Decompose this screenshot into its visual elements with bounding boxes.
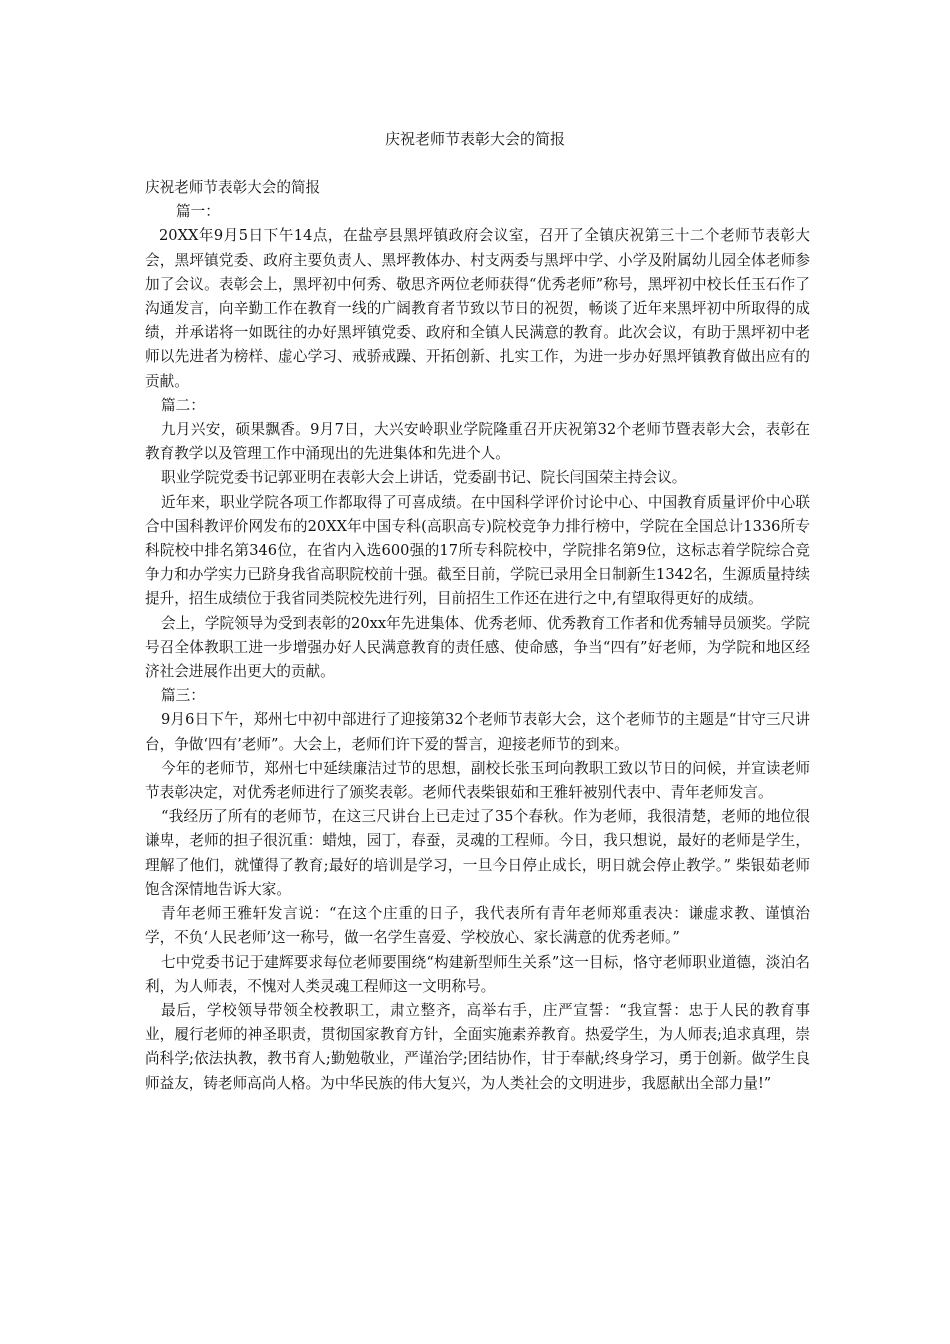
document-title: 庆祝老师节表彰大会的简报 xyxy=(384,130,565,148)
section2-paragraph-4: 会上，学院领导为受到表彰的20xx年先进集体、优秀老师、优秀教育工作者和优秀辅导员颁奖。学院号召全体教职工进一步增强办好人民满意教育的责任感、使命感，争当“四有”好老师，为学院和地区经济社会进展作出更大的贡献。 xyxy=(145,614,810,681)
section-heading-1: 篇一： xyxy=(176,203,220,221)
section-heading-2: 篇二： xyxy=(161,396,205,414)
section2-paragraph-1: 九月兴安，硕果飘香。9月7日，大兴安岭职业学院隆重召开庆祝第32个老师节暨表彰大会，表彰在教育教学以及管理工作中涌现出的先进集体和先进个人。 xyxy=(145,421,810,463)
document-subtitle: 庆祝老师节表彰大会的简报 xyxy=(145,179,321,196)
section3-paragraph-4: 青年老师王雅轩发言说：“在这个庄重的日子，我代表所有青年老师郑重表决：谦虚求教、谨慎治学，不负‘人民老师’这一称号，做一名学生喜爱、学校放心、家长满意的优秀老师。” xyxy=(145,905,810,947)
section2-paragraph-3: 近年来，职业学院各项工作都取得了可喜成绩。在中国科学评价讨论中心、中国教育质量评价中心联合中国科教评价网发布的20XX年中国专科(高职高专)院校竞争力排行榜中，学院在全国总计1336所专科院校中排名第346位，在省内入选600强的17所专科院校中，学院排名第9位，这标志着学院综合竞争力和办学实力已跻身我省高职院校前十强。截至目前，学院已录用全日制新生1342名，生源质量持续提升，招生成绩位于我省同类院校先进行列，目前招生工作还在进行之中,有望取得更好的成绩。 xyxy=(145,493,810,608)
section3-paragraph-6: 最后，学校领导带领全校教职工，肃立整齐，高举右手，庄严宣誓：“我宣誓：忠于人民的教育事业，履行老师的神圣职责，贯彻国家教育方针，全面实施素养教育。热爱学生，为人师表;追求真理，崇尚科学;依法执教，教书育人;勤勉敬业，严谨治学;团结协作，甘于奉献;终身学习，勇于创新。做学生良师益友，铸老师高尚人格。为中华民族的伟大复兴，为人类社会的文明进步，我愿献出全部力量!” xyxy=(145,1001,810,1092)
document-body xyxy=(145,176,810,1096)
section-heading-3: 篇三： xyxy=(161,687,205,705)
section3-paragraph-2: 今年的老师节，郑州七中延续廉洁过节的思想，副校长张玉珂向教职工致以节日的问候，并宣读老师节表彰决定，对优秀老师进行了颁奖表彰。老师代表柴银茹和王雅轩被别代表中、青年老师发言。 xyxy=(145,759,810,802)
section2-paragraph-2: 职业学院党委书记郭亚明在表彰大会上讲话，党委副书记、院长闫国荣主持会议。 xyxy=(161,469,687,487)
section1-paragraph-1: 20XX年9月5日下午14点，在盐亭县黑坪镇政府会议室，召开了全镇庆祝第三十二个老师节表彰大会，黑坪镇党委、政府主要负责人、黑坪教体办、村支两委与黑坪中学、小学及附属幼儿园全体老师参加了会议。表彰会上，黑坪初中何秀、敬思齐两位老师获得“优秀老师”称号，黑坪初中校长任玉石作了沟通发言，向辛勤工作在教育一线的广阔教育者节致以节日的祝贺，畅谈了近年来黑坪初中所取得的成绩，并承诺将一如既往的办好黑坪镇党委、政府和全镇人民满意的教育。此次会议，有助于黑坪初中老师以先进者为榜样、虚心学习、戒骄戒躁、开拓创新、扎实工作，为进一步办好黑坪镇教育做出应有的贡献。 xyxy=(145,227,810,390)
section3-paragraph-1: 9月6日下午，郑州七中初中部进行了迎接第32个老师节表彰大会，这个老师节的主题是“甘守三尺讲台，争做‘四有’老师”。大会上，老师们许下爱的誓言，迎接老师节的到来。 xyxy=(145,711,810,753)
section3-paragraph-3: “我经历了所有的老师节，在这三尺讲台上已走过了35个春秋。作为老师，我很清楚，老师的地位很谦卑，老师的担子很沉重：蜡烛，园丁，春蚕，灵魂的工程师。今日，我只想说，最好的老师是学生，理解了他们，就懂得了教育;最好的培训是学习，一旦今日停止成长，明日就会停止教学。” 柴银茹老师饱含深情地告诉大家。 xyxy=(145,808,810,898)
section3-paragraph-5: 七中党委书记于建辉要求每位老师要围绕“构建新型师生关系”这一目标，恪守老师职业道德，淡泊名利，为人师表，不愧对人类灵魂工程师这一文明称号。 xyxy=(145,953,810,995)
